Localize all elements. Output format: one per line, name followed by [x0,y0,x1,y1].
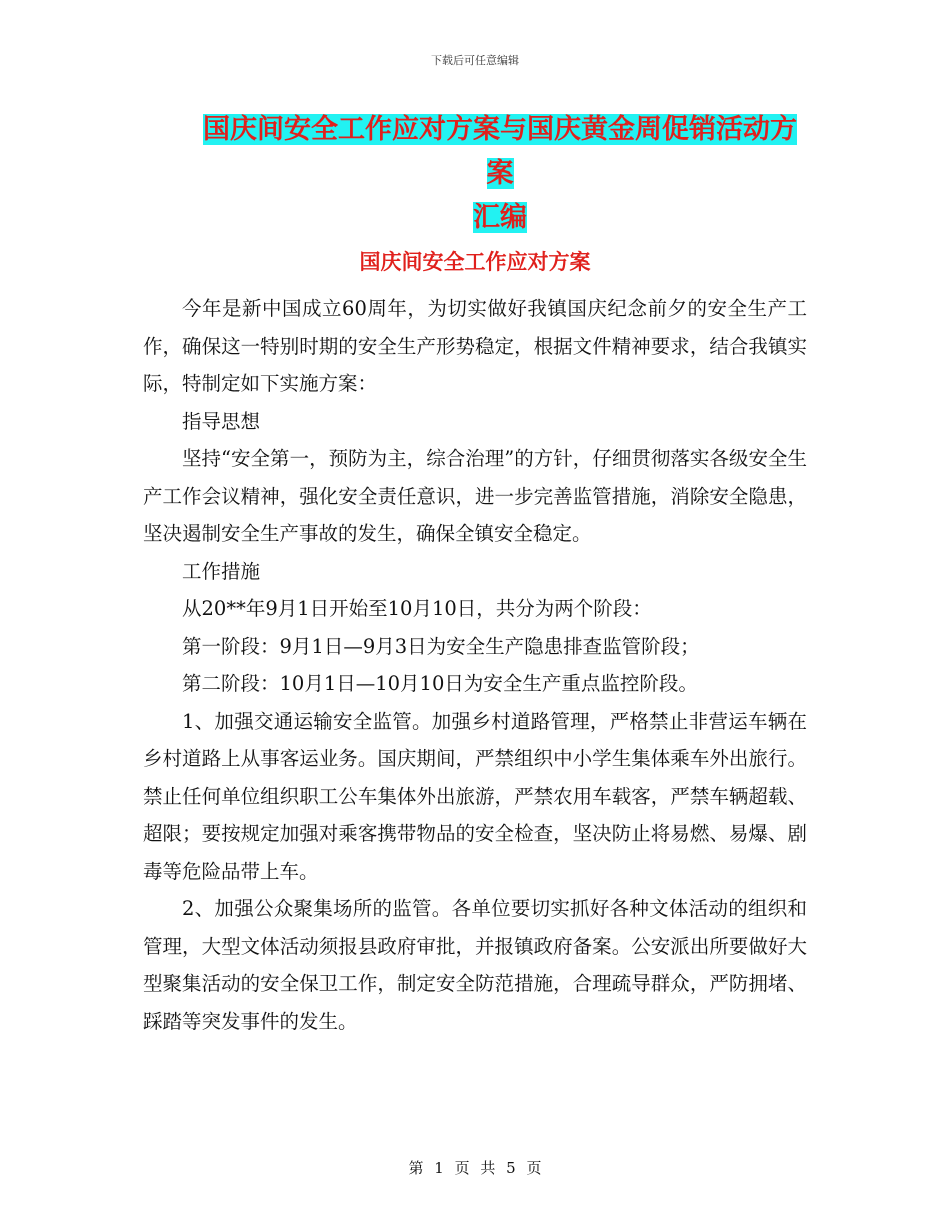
paragraph-schedule: 从20**年9月1日开始至10月10日，共分为两个阶段： [182,597,652,620]
paragraph-measure-public-gathering: 2、加强公众聚集场所的监管。各单位要切实抓好各种文体活动的组织和管理，大型文体活动须报县政府审批，并报镇政府备案。公安派出所要做好大型聚集活动的安全保卫工作，制定安全防范措施，合理疏导群众，严防拥堵、踩踏等突发事件的发生。 [143,897,807,1033]
heading-guiding-thought: 指导思想 [182,409,261,433]
paragraph-measure-traffic: 1、加强交通运输安全监管。加强乡村道路管理，严格禁止非营运车辆在乡村道路上从事客运业务。国庆期间，严禁组织中小学生集体乘车外出旅行。禁止任何单位组织职工公车集体外出旅游，严禁农用车载客，严禁车辆超载、超限；要按规定加强对乘客携带物品的安全检查，坚决防止将易燃、易爆、剧毒等危险品带上车。 [143,709,807,883]
page-header-note: 下载后可任意编辑 [431,54,519,67]
paragraph-phase-one: 第一阶段：9月1日—9月3日为安全生产隐患排查监管阶段； [182,634,700,658]
document-title [190,108,810,240]
paragraph-phase-two: 第二阶段：10月1日—10月10日为安全生产重点监控阶段。 [182,672,698,695]
page-number: 第 1 页 共 5 页 [408,1159,542,1177]
section-title: 国庆间安全工作应对方案 [359,249,591,274]
paragraph-guiding-thought: 坚持“安全第一，预防为主，综合治理”的方针，仔细贯彻落实各级安全生产工作会议精神，强化安全责任意识，进一步完善监管措施，消除安全隐患，坚决遏制安全生产事故的发生，确保全镇安全稳定。 [143,447,807,545]
document-title-line-1: 国庆间安全工作应对方案与国庆黄金周促销活动方案 [203,114,797,189]
heading-work-measures: 工作措施 [182,559,261,583]
paragraph-intro: 今年是新中国成立60周年，为切实做好我镇国庆纪念前夕的安全生产工作，确保这一特别时期的安全生产形势稳定，根据文件精神要求，结合我镇实际，特制定如下实施方案： [143,297,807,395]
document-body [143,290,807,1040]
document-title-line-2: 汇编 [473,202,527,233]
